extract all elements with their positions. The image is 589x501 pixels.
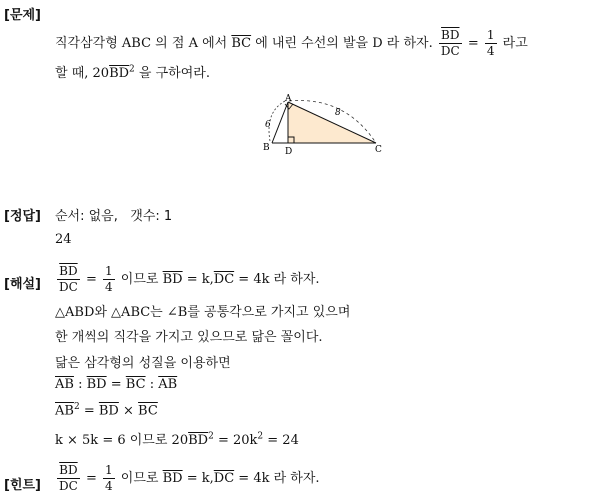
length-ac-label: 8 (335, 108, 341, 118)
solution-quarter-denominator: 4 (105, 280, 113, 294)
hint-fraction-denominator: DC (59, 479, 78, 493)
hint-quarter-fraction (103, 463, 115, 494)
times-sign: × (123, 403, 134, 419)
segment-bd: $\overline{BD}$ (109, 66, 130, 81)
solution-connector: 이므로 (120, 272, 159, 287)
hint-ratio-fraction (57, 463, 80, 494)
point-a-label: A (285, 94, 292, 104)
problem-text-2b: 을 구하여라. (138, 66, 210, 81)
segment-bd: $\overline{BD}$ (98, 403, 119, 419)
hint-line (55, 463, 320, 494)
solution-line-2: △ABD와 △ABC는 ∠B를 공통각으로 가지고 있으며 (55, 305, 351, 320)
segment-ab: $\overline{AB}$ (55, 403, 74, 419)
solution-ratio-fraction (57, 264, 80, 295)
solution-line-6 (55, 402, 158, 418)
solution-text: = 20k (217, 433, 258, 448)
problem-text-1b: 에 내린 수선의 발을 D 라 하자. (255, 36, 433, 51)
side-ab (272, 102, 288, 143)
equals-sign: = (83, 403, 95, 419)
point-b-label: B (263, 143, 270, 153)
length-ab-label: 6 (265, 120, 271, 130)
segment-bc: $\overline{BC}$ (125, 377, 146, 392)
exponent: 2 (208, 431, 214, 442)
solution-line-5 (55, 377, 177, 392)
answer-line (55, 205, 172, 224)
ratio-fraction (439, 28, 462, 59)
solution-quarter-fraction (103, 264, 115, 295)
answer-count: 갯수: 1 (130, 209, 173, 224)
solution-bd-value: = k, (186, 272, 214, 287)
answer-label: [정답] (4, 209, 41, 224)
exponent: 2 (257, 431, 264, 442)
equals-sign: = (467, 36, 479, 51)
solution-text: = 24 (267, 433, 299, 448)
hint-equals: = (85, 471, 97, 486)
solution-fraction-denominator: DC (59, 280, 78, 294)
solution-text: k × 5k = 6 이므로 20 (55, 433, 189, 448)
quarter-denominator: 4 (486, 44, 495, 58)
segment-bc: $\overline{BC}$ (138, 403, 158, 419)
solution-line-3: 한 개씩의 직각을 가지고 있으므로 닮은 꼴이다. (55, 330, 323, 345)
solution-segment-bd: $\overline{BD}$ (162, 272, 183, 287)
problem-text-1c: 라고 (502, 36, 528, 51)
fraction-denominator: DC (440, 44, 460, 58)
solution-fraction-numerator: $\overline{BD}$ (57, 264, 80, 280)
segment-bd: $\overline{BD}$ (188, 433, 209, 448)
answer-value: 24 (55, 232, 72, 247)
hint-label: [힌트] (4, 478, 41, 493)
hint-quarter-denominator: 4 (105, 479, 113, 493)
hint-connector: 이므로 (120, 471, 159, 486)
hint-quarter-numerator: 1 (105, 463, 113, 477)
segment-ab: $\overline{AB}$ (55, 377, 74, 392)
problem-label: [문제] (4, 8, 41, 23)
problem-line-1 (55, 28, 528, 59)
point-d-label: D (285, 147, 293, 156)
triangle-figure (255, 92, 390, 156)
exponent: 2 (129, 64, 135, 75)
point-c-label: C (375, 145, 382, 155)
solution-line-1 (55, 264, 320, 295)
answer-order: 순서: 없음, (55, 209, 118, 224)
problem-text-2a: 할 때, 20 (55, 66, 110, 81)
hint-dc-value: = 4k 라 하자. (238, 471, 320, 486)
solution-label: [해설] (4, 277, 41, 292)
solution-equals: = (85, 272, 97, 287)
hint-bd-value: = k, (186, 471, 214, 486)
problem-text-1a: 직각삼각형 ABC 의 점 A 에서 (55, 36, 228, 51)
quarter-numerator: 1 (486, 28, 495, 42)
segment-ab: $\overline{AB}$ (158, 377, 178, 392)
colon: : (149, 377, 155, 392)
quarter-fraction (485, 28, 497, 59)
hint-segment-bd: $\overline{BD}$ (162, 471, 183, 486)
hint-fraction-numerator: $\overline{BD}$ (57, 463, 80, 479)
exponent: 2 (73, 402, 80, 412)
segment-bd: $\overline{BD}$ (86, 377, 107, 392)
problem-line-2 (55, 62, 210, 81)
brace-ab (269, 101, 285, 141)
solution-quarter-numerator: 1 (105, 264, 113, 278)
colon: : (78, 377, 83, 392)
solution-line-7 (55, 429, 299, 448)
solution-segment-dc: $\overline{DC}$ (213, 272, 235, 287)
segment-bc: $\overline{BC}$ (231, 36, 252, 51)
hint-segment-dc: $\overline{DC}$ (213, 471, 235, 486)
equals-sign: = (110, 377, 122, 392)
solution-dc-value: = 4k 라 하자. (238, 272, 320, 287)
solution-line-4: 닮은 삼각형의 성질을 이용하면 (55, 356, 231, 371)
fraction-numerator: $\overline{BD}$ (439, 28, 462, 44)
